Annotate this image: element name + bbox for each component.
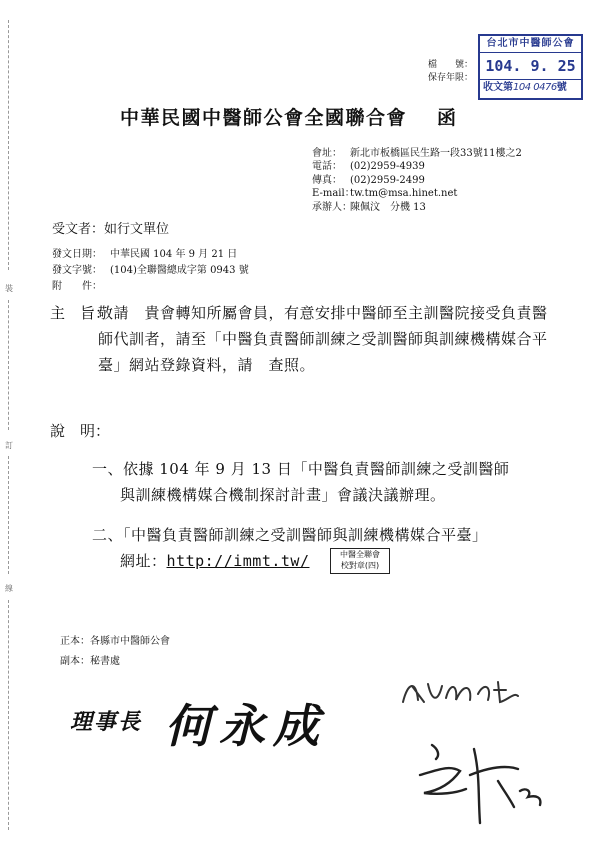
description-label: 說 明： [50,422,111,440]
description-item-1-line-2: 與訓練機構媒合機制探討計畫」會議決議辦理。 [120,486,446,504]
description-item-2-url-line [120,548,309,574]
copy-label: 副本： [60,656,90,667]
proofreading-seal-line-2: 校對章(四) [340,561,380,570]
handwritten-note [398,672,528,717]
reference-number-line [52,261,249,276]
binding-mark-zhuang: 裝 [5,284,13,293]
issue-date-label: 發文日期： [52,249,102,260]
archive-number-label: 檔 號： [428,60,474,70]
retention-period-label: 保存年限： [428,73,474,83]
handwritten-signature [410,735,550,830]
receipt-number-label: 收文第 [483,82,513,93]
document-type: 函 [437,107,458,129]
original-recipients [60,632,170,647]
platform-url-link[interactable]: http://immt.tw/ [166,552,310,570]
receipt-stamp-org: 台北市中醫師公會 [480,36,581,53]
proofreading-seal-line-1: 中醫全聯會 [340,550,380,559]
recipient-line [52,218,169,237]
url-label: 網址： [120,552,167,570]
subject-text: 敬請 貴會轉知所屬會員，有意安排中醫師至主訓醫院接受負責醫師代訓者，請至「中醫負責醫師訓練之受訓醫師與訓練機構媒合平臺」網站登錄資料，請 查照。 [98,304,548,374]
original-label: 正本： [60,636,90,647]
chairman-name-seal: 何永成 [165,699,327,753]
copy-value: 秘書處 [90,656,120,667]
document-title [120,103,458,130]
chairman-title: 理事長 [70,709,143,735]
recipient-value: 如行文單位 [104,222,170,237]
binding-mark-xian: 線 [5,584,13,593]
contact-fax: 傳真： (02)2959-2499 [312,174,425,186]
binding-line [5,0,13,849]
reference-number-label: 發文字號： [52,265,102,276]
receipt-number-suffix: 號 [556,82,567,93]
original-value: 各縣市中醫師公會 [90,636,170,647]
receipt-stamp-number [480,79,581,96]
recipient-label: 受文者： [52,222,105,237]
receipt-stamp-date: 104. 9. 25 [485,57,576,75]
issuing-organization: 中華民國中醫師公會全國聯合會 [120,107,408,129]
attachment-line [52,277,110,292]
contact-phone: 電話： (02)2959-4939 [312,161,425,173]
contact-block [312,147,522,214]
contact-handler: 承辦人：陳佩汶 分機 13 [312,201,426,213]
proofreading-seal [330,548,390,574]
contact-address: 會址： 新北市板橋區民生路一段33號11樓之2 [312,148,522,159]
binding-mark-ding: 訂 [5,441,13,450]
attachment-label: 附 件： [52,281,102,292]
subject-label: 主 旨： [50,304,111,322]
issue-date-value: 中華民國 104 年 9 月 21 日 [110,249,238,260]
issue-date-line [52,245,237,260]
receipt-number-value: 104 0476 [513,82,557,93]
reference-number-value: (104)全聯醫總成字第 0943 號 [110,265,249,276]
copy-recipients [60,652,120,667]
contact-email: E-mail：tw.tm@msa.hinet.net [312,188,458,200]
receipt-stamp [478,34,583,100]
description-item-1-line-1: 一、依據 104 年 9 月 13 日「中醫負責醫師訓練之受訓醫師 [92,460,510,478]
description-item-2-line-1: 二、「中醫負責醫師訓練之受訓醫師與訓練機構媒合平臺」 [92,526,488,544]
